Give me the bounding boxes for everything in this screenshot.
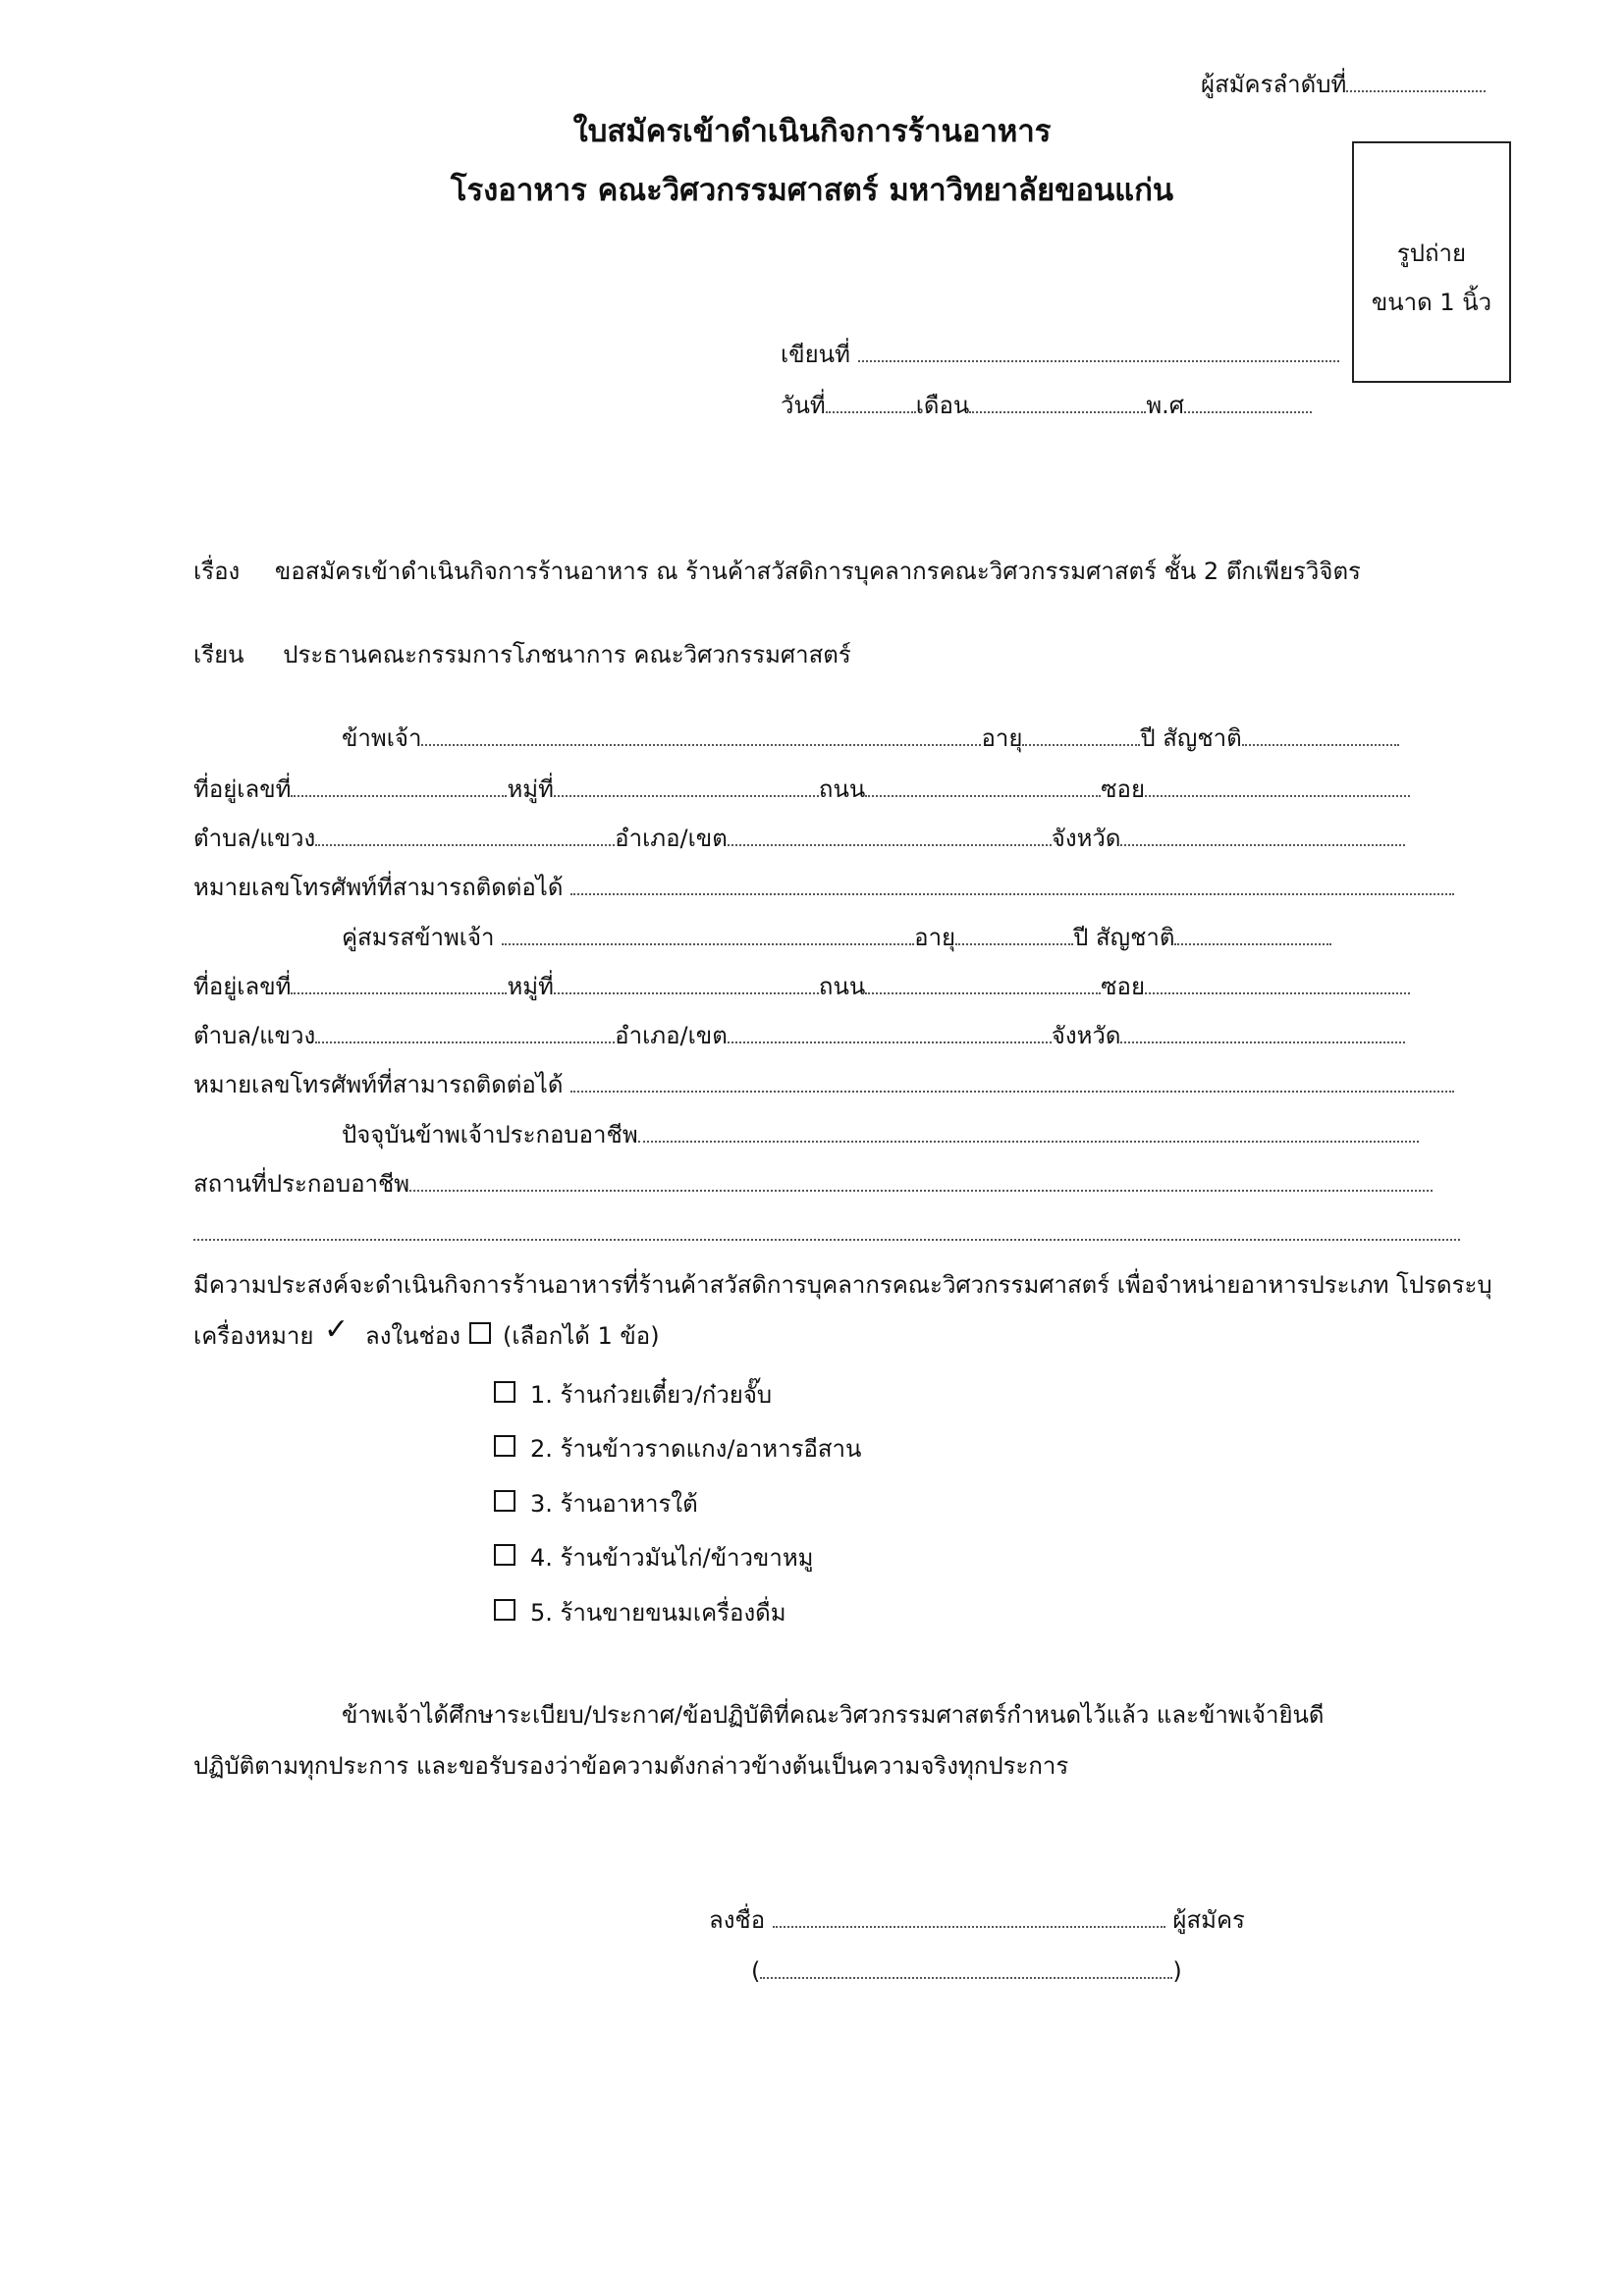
spouse-phone-label: หมายเลขโทรศัพท์ที่สามารถติดต่อได้ bbox=[193, 1071, 564, 1098]
option-2-checkbox[interactable] bbox=[494, 1435, 515, 1457]
spouse-nationality-label: สัญชาติ bbox=[1095, 924, 1175, 951]
signature-blank[interactable] bbox=[773, 1902, 1165, 1928]
applicant-phone-label: หมายเลขโทรศัพท์ที่สามารถติดต่อได้ bbox=[193, 874, 564, 901]
sign-label: ลงชื่อ bbox=[709, 1906, 766, 1934]
applicant-phone-row[interactable] bbox=[193, 870, 1454, 904]
applicant-road-label: ถนน bbox=[818, 775, 866, 803]
applicant-soi-label: ซอย bbox=[1101, 775, 1146, 803]
spouse-province-label: จังหวัด bbox=[1051, 1022, 1121, 1049]
day-blank[interactable] bbox=[826, 388, 916, 413]
applicant-name-blank[interactable] bbox=[421, 721, 981, 746]
spouse-road-blank[interactable] bbox=[865, 969, 1101, 994]
signature-row[interactable] bbox=[709, 1902, 1245, 1937]
in-box-label: ลงในช่อง bbox=[365, 1322, 460, 1350]
photo-box bbox=[1352, 141, 1511, 383]
spouse-district-blank[interactable] bbox=[728, 1018, 1052, 1043]
option-5-checkbox[interactable] bbox=[494, 1599, 515, 1621]
applicant-role-label: ผู้สมัคร bbox=[1172, 1906, 1245, 1934]
option-3-checkbox[interactable] bbox=[494, 1490, 515, 1512]
spouse-subdistrict-blank[interactable] bbox=[315, 1018, 615, 1043]
printed-name-row[interactable] bbox=[751, 1953, 1182, 1988]
photo-size-label: ขนาด 1 นิ้ว bbox=[1371, 289, 1492, 316]
option-1-checkbox[interactable] bbox=[494, 1381, 515, 1403]
applicant-phone-blank[interactable] bbox=[570, 870, 1454, 895]
spouse-age-blank[interactable] bbox=[955, 920, 1073, 945]
spouse-house-blank[interactable] bbox=[291, 969, 507, 994]
spouse-phone-blank[interactable] bbox=[570, 1067, 1454, 1093]
year-label: พ.ศ bbox=[1146, 392, 1184, 419]
subject-text: ขอสมัครเข้าดำเนินกิจการร้านอาหาร ณ ร้านค้าสวัสดิการบุคลากรคณะวิศวกรรมศาสตร์ ชั้น 2 ตึกเพียรวิจิตร bbox=[274, 558, 1361, 585]
written-at-field[interactable] bbox=[781, 337, 1339, 371]
applicant-age-blank[interactable] bbox=[1022, 721, 1140, 746]
spouse-name-row[interactable] bbox=[342, 920, 1331, 954]
declaration-line-1: ข้าพเจ้าได้ศึกษาระเบียบ/ประกาศ/ข้อปฏิบัติที่คณะวิศวกรรมศาสตร์กำหนดไว้แล้ว และข้าพเจ้ายินดี bbox=[342, 1701, 1325, 1729]
spouse-district-label: อำเภอ/เขต bbox=[615, 1022, 728, 1049]
year-blank[interactable] bbox=[1184, 388, 1312, 413]
form-title: ใบสมัครเข้าดำเนินกิจการร้านอาหาร bbox=[572, 114, 1052, 149]
spouse-moo-blank[interactable] bbox=[554, 969, 819, 994]
to-text: ประธานคณะกรรมการโภชนาการ คณะวิศวกรรมศาสตร์ bbox=[283, 641, 851, 668]
applicant-house-label: ที่อยู่เลขที่ bbox=[193, 775, 292, 803]
applicant-address-row[interactable] bbox=[193, 772, 1410, 806]
to-label: เรียน bbox=[193, 641, 244, 668]
workplace-label: สถานที่ประกอบอาชีพ bbox=[193, 1170, 410, 1198]
applicant-number-blank[interactable] bbox=[1346, 67, 1486, 92]
applicant-age-label: อายุ bbox=[981, 724, 1023, 752]
applicant-moo-label: หมู่ที่ bbox=[507, 775, 554, 803]
applicant-province-blank[interactable] bbox=[1120, 821, 1405, 846]
applicant-road-blank[interactable] bbox=[865, 772, 1101, 797]
applicant-nationality-blank[interactable] bbox=[1242, 721, 1399, 746]
paren-open: ( bbox=[751, 1957, 761, 1985]
applicant-subdistrict-label: ตำบล/แขวง bbox=[193, 825, 316, 852]
date-field[interactable] bbox=[781, 388, 1312, 422]
printed-name-blank[interactable] bbox=[760, 1953, 1172, 1979]
applicant-year-label: ปี bbox=[1140, 724, 1156, 752]
spouse-nationality-blank[interactable] bbox=[1174, 920, 1331, 945]
spouse-province-blank[interactable] bbox=[1120, 1018, 1405, 1043]
spouse-subdistrict-label: ตำบล/แขวง bbox=[193, 1022, 316, 1049]
applicant-number-field[interactable] bbox=[1201, 67, 1486, 101]
option-4-label: 4. ร้านข้าวมันไก่/ข้าวขาหมู bbox=[530, 1544, 814, 1572]
applicant-soi-blank[interactable] bbox=[1145, 772, 1410, 797]
applicant-district-blank[interactable] bbox=[728, 821, 1052, 846]
day-label: วันที่ bbox=[781, 392, 826, 419]
spouse-moo-label: หมู่ที่ bbox=[507, 973, 554, 1000]
option-5-label: 5. ร้านขายขนมเครื่องดื่ม bbox=[530, 1599, 786, 1627]
applicant-house-blank[interactable] bbox=[291, 772, 507, 797]
paren-close: ) bbox=[1172, 1957, 1182, 1985]
applicant-number-label: ผู้สมัครลำดับที่ bbox=[1201, 71, 1347, 98]
photo-label: รูปถ่าย bbox=[1396, 240, 1467, 267]
choose-one-label: (เลือกได้ 1 ข้อ) bbox=[503, 1322, 660, 1350]
month-label: เดือน bbox=[915, 392, 970, 419]
workplace-row[interactable] bbox=[193, 1166, 1433, 1201]
occupation-row[interactable] bbox=[342, 1117, 1419, 1151]
spouse-phone-row[interactable] bbox=[193, 1067, 1454, 1101]
purpose-line: มีความประสงค์จะดำเนินกิจการร้านอาหารที่ร้านค้าสวัสดิการบุคลากรคณะวิศวกรรมศาสตร์ เพื่อจำหน่ายอาหารประเภท โปรดระบุ bbox=[193, 1271, 1492, 1299]
written-at-blank[interactable] bbox=[858, 337, 1339, 362]
workplace-blank[interactable] bbox=[409, 1166, 1433, 1192]
check-mark-icon: ✓ bbox=[324, 1312, 350, 1347]
spouse-road-label: ถนน bbox=[818, 973, 866, 1000]
month-blank[interactable] bbox=[969, 388, 1146, 413]
written-at-label: เขียนที่ bbox=[781, 341, 850, 368]
spouse-soi-blank[interactable] bbox=[1145, 969, 1410, 994]
spouse-name-label: คู่สมรสข้าพเจ้า bbox=[342, 924, 495, 951]
applicant-name-row[interactable] bbox=[342, 721, 1399, 755]
workplace-blank-2[interactable] bbox=[193, 1215, 1460, 1241]
workplace-row-2[interactable] bbox=[193, 1215, 1460, 1250]
applicant-moo-blank[interactable] bbox=[554, 772, 819, 797]
applicant-name-label: ข้าพเจ้า bbox=[342, 724, 422, 752]
spouse-house-label: ที่อยู่เลขที่ bbox=[193, 973, 292, 1000]
applicant-subdistrict-blank[interactable] bbox=[315, 821, 615, 846]
spouse-age-label: อายุ bbox=[914, 924, 956, 951]
applicant-district-label: อำเภอ/เขต bbox=[615, 825, 728, 852]
to-line bbox=[193, 638, 851, 671]
option-3-label: 3. ร้านอาหารใต้ bbox=[530, 1490, 698, 1518]
occupation-blank[interactable] bbox=[638, 1117, 1419, 1143]
applicant-nationality-label: สัญชาติ bbox=[1163, 724, 1242, 752]
mark-label: เครื่องหมาย bbox=[193, 1322, 314, 1350]
purpose-instruction bbox=[193, 1319, 313, 1353]
applicant-district-row[interactable] bbox=[193, 821, 1405, 855]
spouse-name-blank[interactable] bbox=[502, 920, 914, 945]
declaration-line-2: ปฏิบัติตามทุกประการ และขอรับรองว่าข้อความดังกล่าวข้างต้นเป็นความจริงทุกประการ bbox=[193, 1752, 1069, 1780]
spouse-address-row[interactable] bbox=[193, 969, 1410, 1003]
option-2-label: 2. ร้านข้าวราดแกง/อาหารอีสาน bbox=[530, 1435, 862, 1463]
option-4-checkbox[interactable] bbox=[494, 1544, 515, 1566]
spouse-soi-label: ซอย bbox=[1101, 973, 1146, 1000]
applicant-province-label: จังหวัด bbox=[1051, 825, 1121, 852]
spouse-district-row[interactable] bbox=[193, 1018, 1405, 1052]
example-checkbox-icon bbox=[469, 1322, 491, 1344]
subject-line bbox=[193, 555, 1361, 588]
occupation-label: ปัจจุบันข้าพเจ้าประกอบอาชีพ bbox=[342, 1121, 638, 1148]
subject-label: เรื่อง bbox=[193, 558, 241, 585]
form-subtitle: โรงอาหาร คณะวิศวกรรมศาสตร์ มหาวิทยาลัยขอนแก่น bbox=[450, 173, 1174, 208]
option-1-label: 1. ร้านก๋วยเตี๋ยว/ก๋วยจั๊บ bbox=[530, 1381, 773, 1409]
spouse-year-label: ปี bbox=[1073, 924, 1089, 951]
